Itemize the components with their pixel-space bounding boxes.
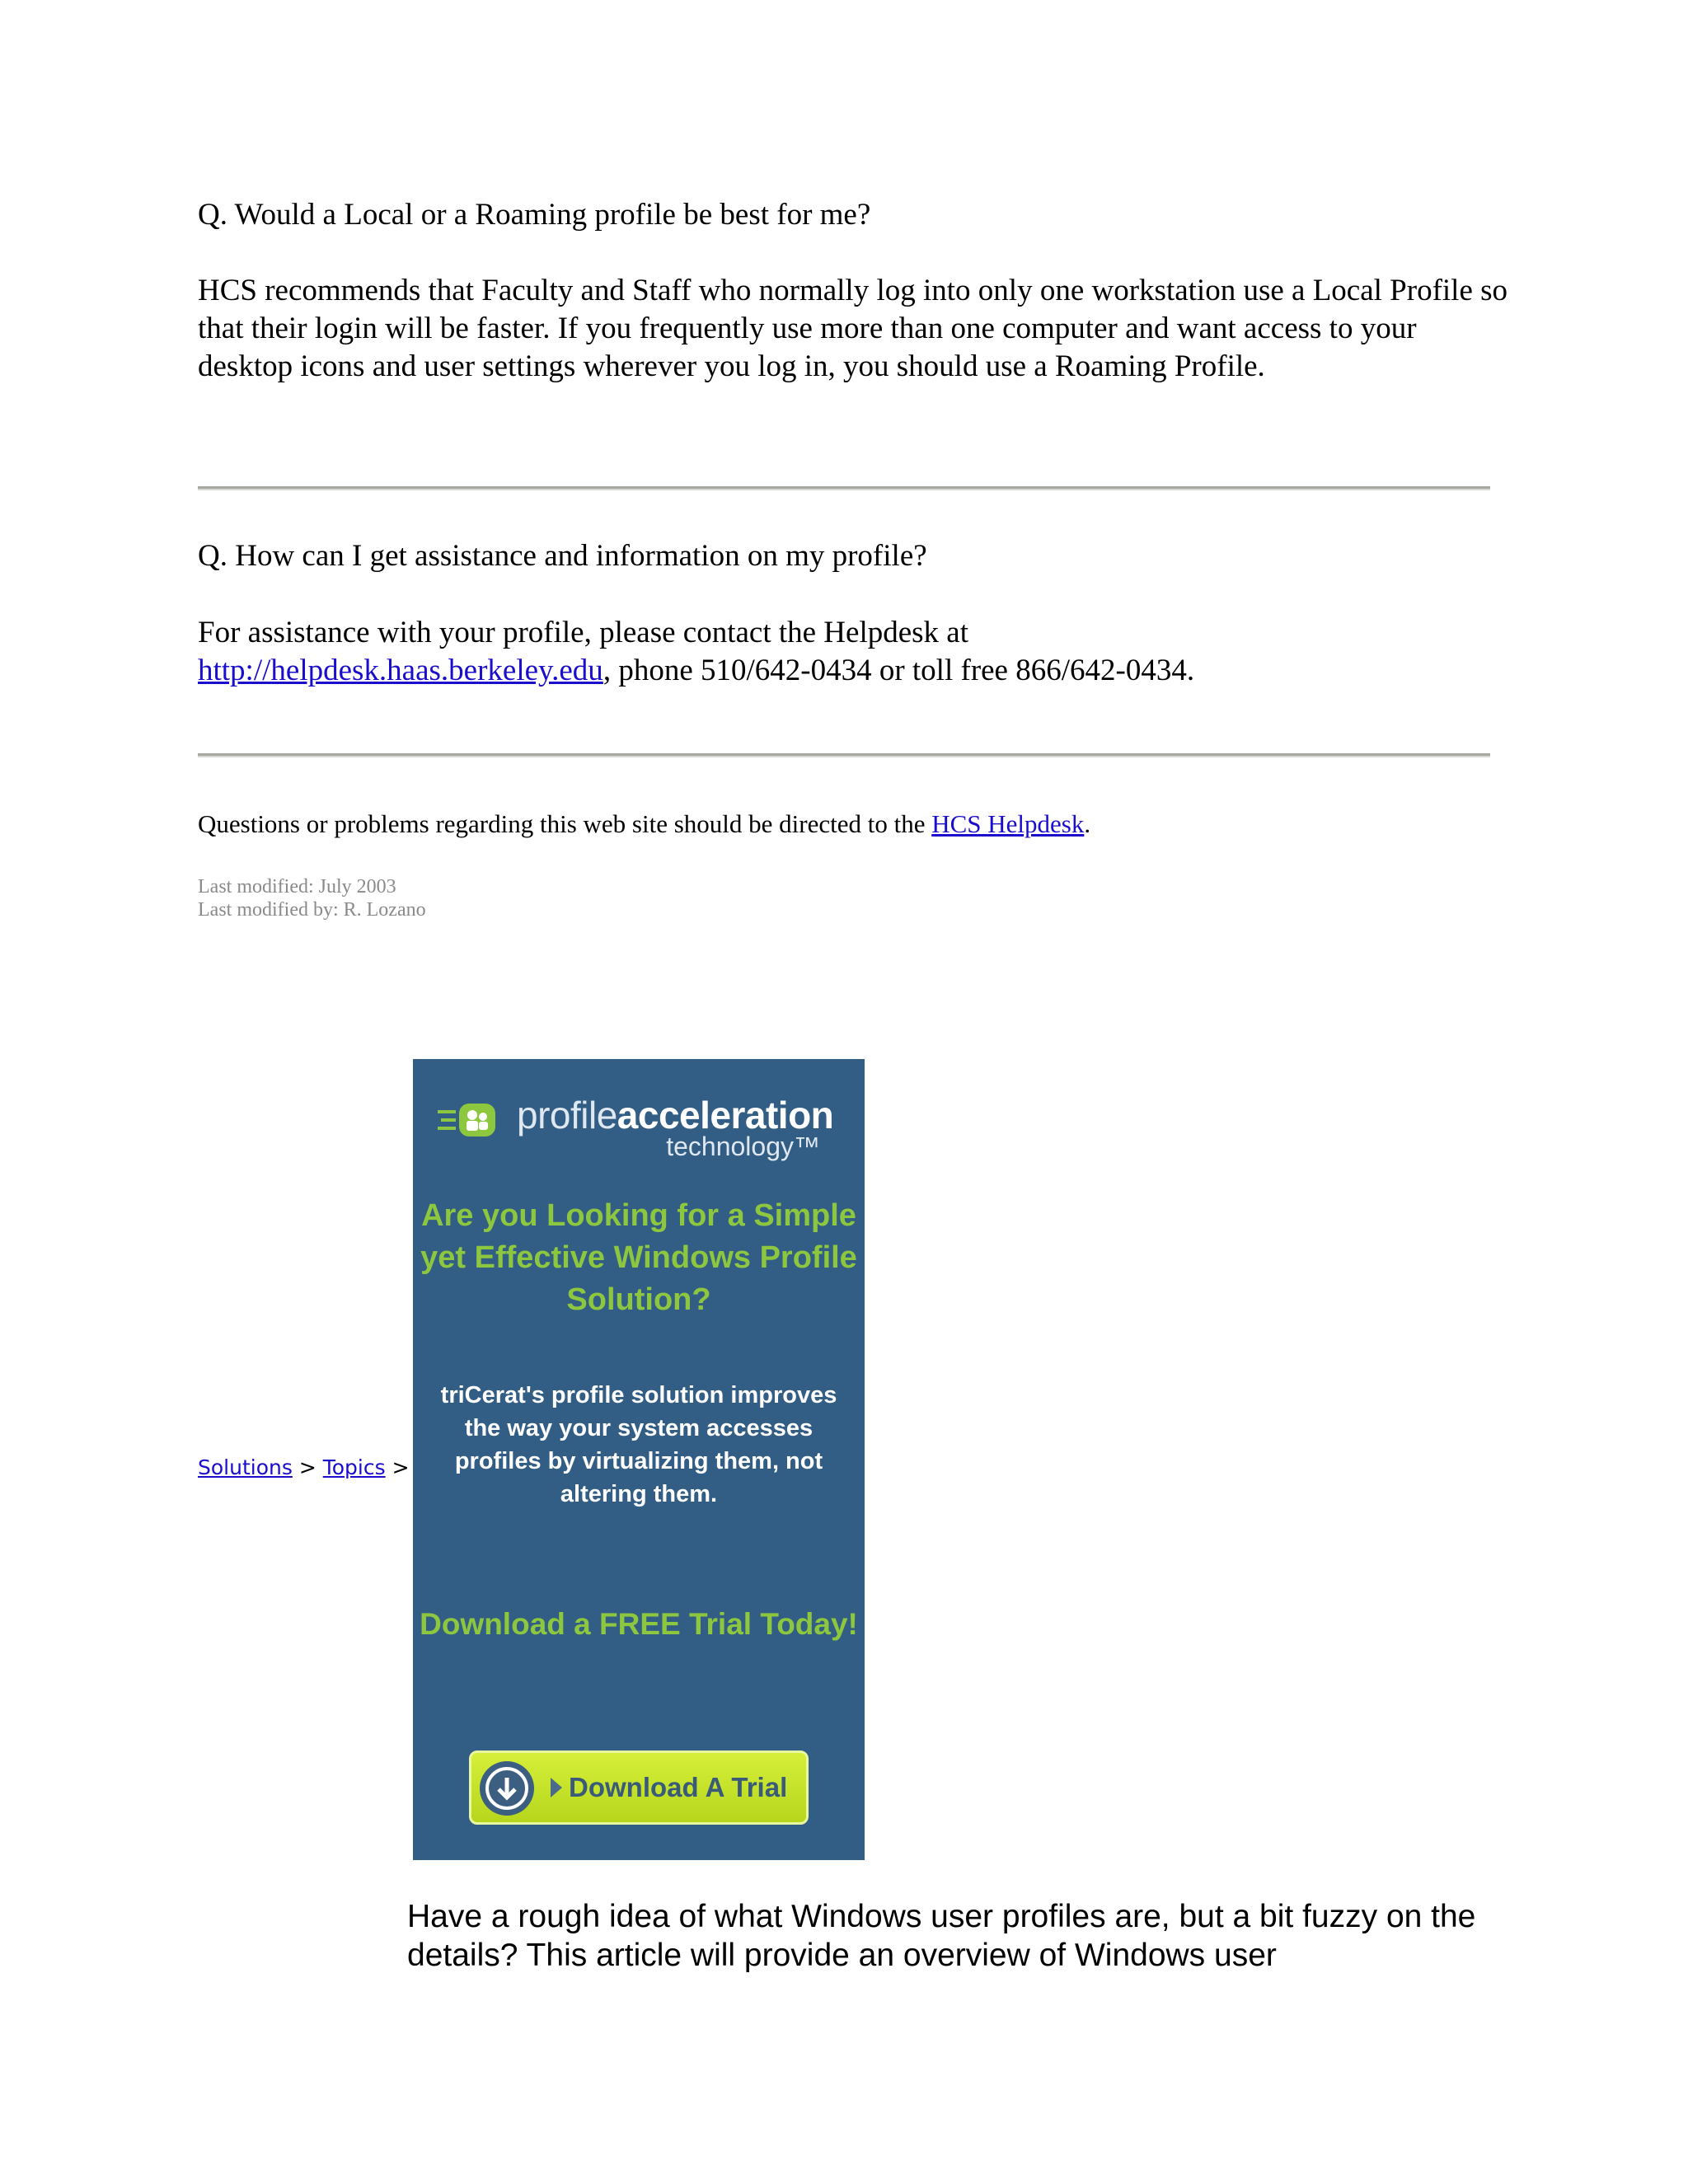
ad-logo [436, 1089, 848, 1163]
ad-logo-subtext: technology™ [666, 1132, 820, 1161]
ad-logo-text: profileacceleration [517, 1094, 834, 1137]
profile-acceleration-logo-icon [436, 1102, 512, 1138]
play-arrow-icon [551, 1778, 562, 1797]
site-footer-contact [198, 808, 1090, 841]
section-divider [198, 753, 1490, 757]
breadcrumb [198, 1454, 410, 1482]
section-divider [198, 486, 1490, 490]
answer-text-pre: For assistance with your profile, please contact the Helpdesk at [198, 616, 968, 649]
faq-question-local-roaming: Q. Would a Local or a Roaming profile be best for me? [198, 198, 871, 232]
download-trial-label: Download A Trial [569, 1772, 788, 1802]
last-modified-date: Last modified: July 2003 [198, 876, 396, 898]
breadcrumb-solutions[interactable]: Solutions [198, 1455, 293, 1479]
ad-banner[interactable] [413, 1059, 865, 1860]
breadcrumb-separator: > [292, 1455, 323, 1479]
faq-question-assistance: Q. How can I get assistance and information on my profile? [198, 539, 927, 573]
faq-answer-assistance [198, 614, 1508, 690]
faq-answer-local-roaming: HCS recommends that Faculty and Staff who normally log into only one workstation use a Local Profile so that their login will be faster. If you frequently use more than one computer and want access to your desktop icons and user settings wherever you log in, you should use a Roaming Profile. [198, 274, 1508, 383]
ad-headline: Are you Looking for a Simple yet Effective Windows Profile Solution? [420, 1198, 857, 1317]
answer-text-post: , phone 510/642-0434 or toll free 866/642-0434. [603, 654, 1195, 687]
ad-call-to-action: Download a FREE Trial Today! [420, 1607, 858, 1641]
footer-text-post: . [1084, 809, 1091, 838]
helpdesk-url-link[interactable]: http://helpdesk.haas.berkeley.edu [198, 654, 603, 687]
hcs-helpdesk-link[interactable]: HCS Helpdesk [931, 809, 1085, 838]
download-arrow-icon [478, 1760, 536, 1817]
article-intro: Have a rough idea of what Windows user profiles are, but a bit fuzzy on the details? This article will provide an overview of Windows user [407, 1899, 1476, 1973]
ad-body-text: triCerat's profile solution improves the way your system accesses profiles by virtualizing them, not altering them. [440, 1382, 837, 1507]
breadcrumb-topics[interactable]: Topics [322, 1455, 386, 1479]
last-modified-by: Last modified by: R. Lozano [198, 899, 426, 921]
footer-text-pre: Questions or problems regarding this web site should be directed to the [198, 809, 932, 838]
download-trial-button[interactable] [469, 1750, 809, 1825]
breadcrumb-separator: > [385, 1455, 410, 1479]
